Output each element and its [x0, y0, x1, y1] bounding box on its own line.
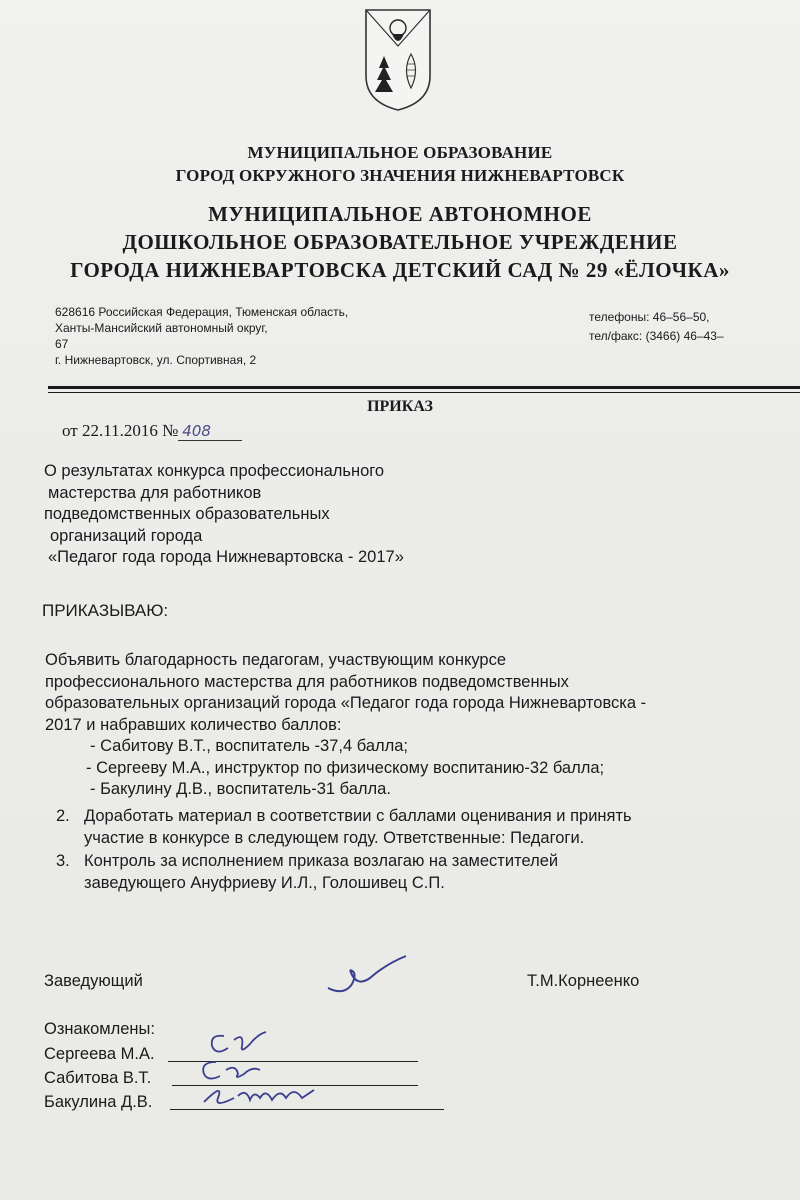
head-signature — [322, 948, 412, 1003]
acknowledged-label: Ознакомлены: — [44, 1020, 155, 1038]
numbered-item — [56, 806, 632, 849]
coat-of-arms-emblem — [362, 6, 434, 114]
head-name: Т.М.Корнеенко — [527, 972, 640, 990]
subject-line: О результатах конкурса профессионального — [44, 462, 385, 480]
address-line: 628616 Российская Федерация, Тюменская область, — [55, 305, 349, 319]
item-line: участие в конкурсе в следующем году. Ответственные: Педагоги. — [84, 828, 585, 847]
head-position-label: Заведующий — [44, 972, 143, 990]
acknowledged-row — [44, 1042, 155, 1066]
address-block — [55, 304, 348, 368]
acknowledged-person: Бакулина Д.В. — [44, 1093, 153, 1111]
handwritten-signature — [194, 1080, 334, 1110]
awardee-list — [86, 736, 605, 801]
item-line: Контроль за исполнением приказа возлагаю на заместителей — [84, 852, 559, 870]
order-title: ПРИКАЗ — [367, 398, 433, 415]
organization-line-2: ДОШКОЛЬНОЕ ОБРАЗОВАТЕЛЬНОЕ УЧРЕЖДЕНИЕ — [122, 230, 678, 254]
subject-line: «Педагог года города Нижневартовска - 2017» — [48, 548, 404, 566]
numbered-items — [56, 806, 632, 894]
orders-label: ПРИКАЗЫВАЮ: — [42, 601, 169, 620]
item-number: 2. — [56, 807, 70, 825]
awardee-item: - Бакулину Д.В., воспитатель-31 балла. — [90, 780, 391, 798]
item-line: заведующего Ануфриеву И.Л., Голошивец С.П. — [84, 873, 445, 892]
acknowledged-row — [44, 1090, 155, 1114]
address-line: Ханты-Мансийский автономный округ, — [55, 321, 268, 335]
letterhead-rule-thin — [48, 392, 800, 393]
paragraph-line: образовательных организаций города «Педагог года города Нижневартовска - — [45, 694, 647, 712]
paragraph-line: 2017 и набравших количество баллов: — [45, 715, 342, 734]
phone-line: телефоны: 46–56–50, — [589, 310, 710, 324]
fax-line: тел/факс: (3466) 46–43– — [589, 329, 724, 343]
item-number: 3. — [56, 852, 70, 870]
phones-block — [589, 308, 724, 346]
order-date-prefix: от 22.11.2016 № — [62, 421, 179, 440]
acknowledged-list — [44, 1042, 155, 1114]
order-date — [62, 421, 242, 441]
numbered-item — [56, 851, 632, 894]
paragraph-line: Объявить благодарность педагогам, участвующим конкурсе — [45, 651, 507, 669]
paragraph-1 — [45, 650, 646, 736]
subject-line: мастерства для работников — [48, 483, 262, 502]
acknowledged-row — [44, 1066, 155, 1090]
address-line: 67 — [55, 337, 69, 351]
awardee-item: - Сергееву М.А., инструктор по физическому воспитанию-32 балла; — [86, 758, 605, 777]
municipality-line-1: МУНИЦИПАЛЬНОЕ ОБРАЗОВАНИЕ — [247, 143, 553, 162]
paragraph-line: профессионального мастерства для работников подведомственных — [45, 672, 569, 691]
subject-line: подведомственных образовательных — [44, 505, 330, 523]
letterhead-rule-thick — [48, 386, 800, 389]
order-number-handwritten: 408 — [178, 422, 242, 441]
organization-line-3: ГОРОДА НИЖНЕВАРТОВСКА ДЕТСКИЙ САД № 29 «ЁЛОЧКА» — [70, 258, 730, 282]
organization-line-1: МУНИЦИПАЛЬНОЕ АВТОНОМНОЕ — [208, 202, 592, 226]
municipality-line-2: ГОРОД ОКРУЖНОГО ЗНАЧЕНИЯ НИЖНЕВАРТОВСК — [175, 166, 625, 185]
item-line: Доработать материал в соответствии с баллами оценивания и принять — [84, 807, 632, 825]
acknowledged-person: Сергеева М.А. — [44, 1045, 155, 1063]
acknowledged-person: Сабитова В.Т. — [44, 1069, 152, 1087]
subject-line: организаций города — [50, 526, 203, 545]
address-line: г. Нижневартовск, ул. Спортивная, 2 — [55, 353, 257, 367]
handwritten-signature — [204, 1028, 274, 1058]
awardee-item: - Сабитову В.Т., воспитатель -37,4 балла; — [90, 737, 409, 755]
order-subject — [44, 461, 404, 569]
